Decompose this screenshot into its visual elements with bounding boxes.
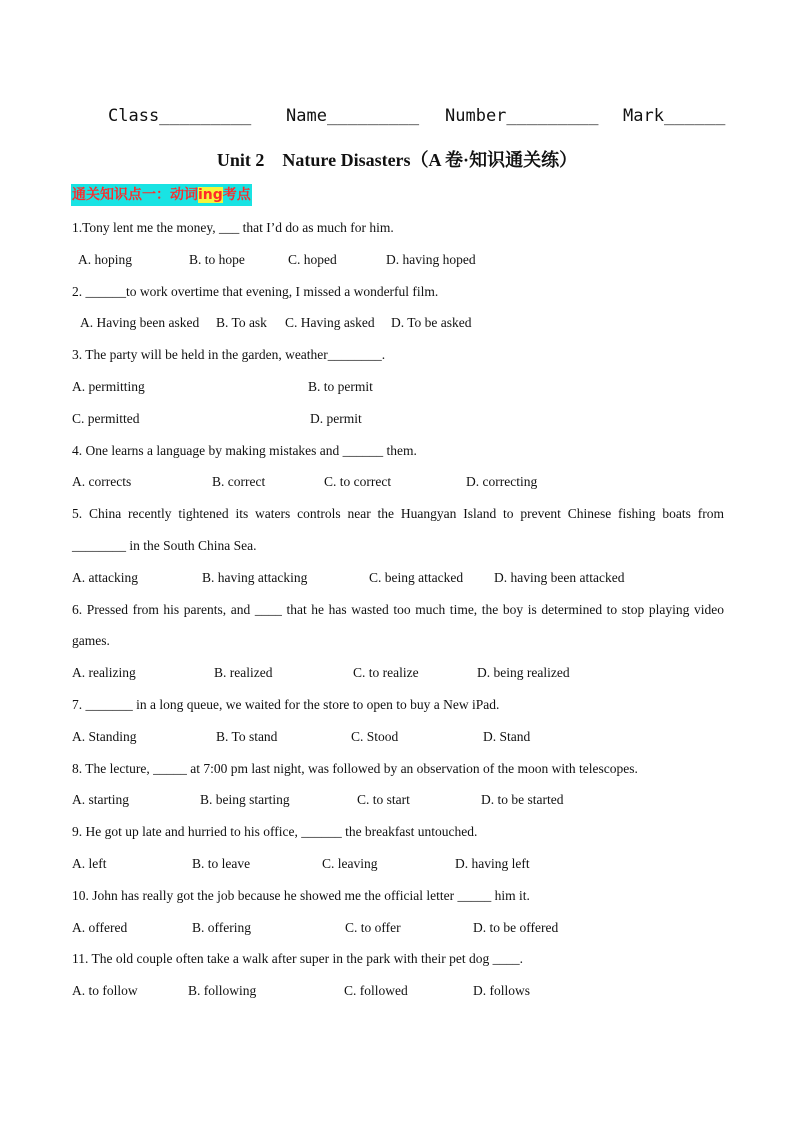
class-field[interactable]: Class_________ [108,106,252,126]
question-5-option-a[interactable]: A. attacking [72,570,138,585]
question-9-option-c[interactable]: C. leaving [322,856,378,871]
question-4-option-a[interactable]: A. corrects [72,474,132,489]
question-1-stem: 1.Tony lent me the money, ___ that I’d do as much for him. [72,220,394,235]
question-9-option-a[interactable]: A. left [72,856,107,871]
question-8-option-b[interactable]: B. being starting [200,792,290,807]
question-8-stem: 8. The lecture, _____ at 7:00 pm last night, was followed by an observation of the moon with telescopes. [72,761,638,776]
question-2-option-c[interactable]: C. Having asked [285,315,375,330]
question-8-option-c[interactable]: C. to start [357,792,410,807]
question-2-stem: 2. ______to work overtime that evening, I missed a wonderful film. [72,284,439,299]
question-4-option-c[interactable]: C. to correct [324,474,392,489]
question-5-option-d[interactable]: D. having been attacked [494,570,625,585]
question-11-option-c[interactable]: C. followed [344,983,408,998]
question-10-option-a[interactable]: A. offered [72,920,128,935]
question-6-stem-continued: games. [72,633,110,648]
question-9-stem: 9. He got up late and hurried to his office, ______ the breakfast untouched. [72,824,478,839]
question-1-option-c[interactable]: C. hoped [288,252,337,267]
question-3-option-c[interactable]: C. permitted [72,411,140,426]
section-heading-highlight: ing [198,187,223,203]
question-11-option-a[interactable]: A. to follow [72,983,138,998]
page-title: Unit 2 Nature Disasters（A 卷·知识通关练） [216,150,578,170]
question-3-option-d[interactable]: D. permit [310,411,362,426]
question-11-option-b[interactable]: B. following [188,983,257,998]
question-1-option-d[interactable]: D. having hoped [386,252,476,267]
question-10-stem: 10. John has really got the job because he showed me the official letter _____ him it. [72,888,530,903]
number-field[interactable]: Number_________ [445,106,599,126]
question-1-option-a[interactable]: A. hoping [78,252,132,267]
question-6-option-d[interactable]: D. being realized [477,665,570,680]
question-3-option-b[interactable]: B. to permit [308,379,373,394]
question-6-option-c[interactable]: C. to realize [353,665,419,680]
question-10-option-c[interactable]: C. to offer [345,920,401,935]
question-10-option-b[interactable]: B. offering [192,920,251,935]
section-heading-suffix: 考点 [222,187,251,203]
question-4-option-b[interactable]: B. correct [212,474,266,489]
question-2-option-d[interactable]: D. To be asked [391,315,472,330]
question-3-option-a[interactable]: A. permitting [72,379,145,394]
question-4-option-d[interactable]: D. correcting [466,474,538,489]
question-5-option-b[interactable]: B. having attacking [202,570,308,585]
question-8-option-a[interactable]: A. starting [72,792,129,807]
question-10-option-d[interactable]: D. to be offered [473,920,559,935]
question-9-option-d[interactable]: D. having left [455,856,530,871]
mark-field[interactable]: Mark______ [623,106,726,126]
question-6-stem: 6. Pressed from his parents, and ____ that he has wasted too much time, the boy is determined to stop playing video [72,602,724,617]
question-7-option-b[interactable]: B. To stand [216,729,278,744]
section-heading-prefix: 通关知识点一：动词 [72,187,198,203]
question-5-stem-continued: ________ in the South China Sea. [72,538,257,553]
question-11-option-d[interactable]: D. follows [473,983,530,998]
question-7-stem: 7. _______ in a long queue, we waited for the store to open to buy a New iPad. [72,697,500,712]
question-5-stem: 5. China recently tightened its waters controls near the Huangyan Island to prevent Chinese fishing boats from [72,506,724,521]
section-heading [71,184,252,206]
question-2-option-b[interactable]: B. To ask [216,315,267,330]
name-field[interactable]: Name_________ [286,106,420,126]
question-4-stem: 4. One learns a language by making mistakes and ______ them. [72,443,417,458]
question-7-option-a[interactable]: A. Standing [72,729,137,744]
question-5-option-c[interactable]: C. being attacked [369,570,464,585]
question-6-option-b[interactable]: B. realized [214,665,273,680]
question-1-option-b[interactable]: B. to hope [189,252,245,267]
question-2-option-a[interactable]: A. Having been asked [80,315,200,330]
question-8-option-d[interactable]: D. to be started [481,792,564,807]
question-9-option-b[interactable]: B. to leave [192,856,251,871]
question-7-option-d[interactable]: D. Stand [483,729,531,744]
question-6-option-a[interactable]: A. realizing [72,665,136,680]
question-7-option-c[interactable]: C. Stood [351,729,399,744]
question-11-stem: 11. The old couple often take a walk after super in the park with their pet dog ____. [72,951,523,966]
question-3-stem: 3. The party will be held in the garden, weather________. [72,347,386,362]
